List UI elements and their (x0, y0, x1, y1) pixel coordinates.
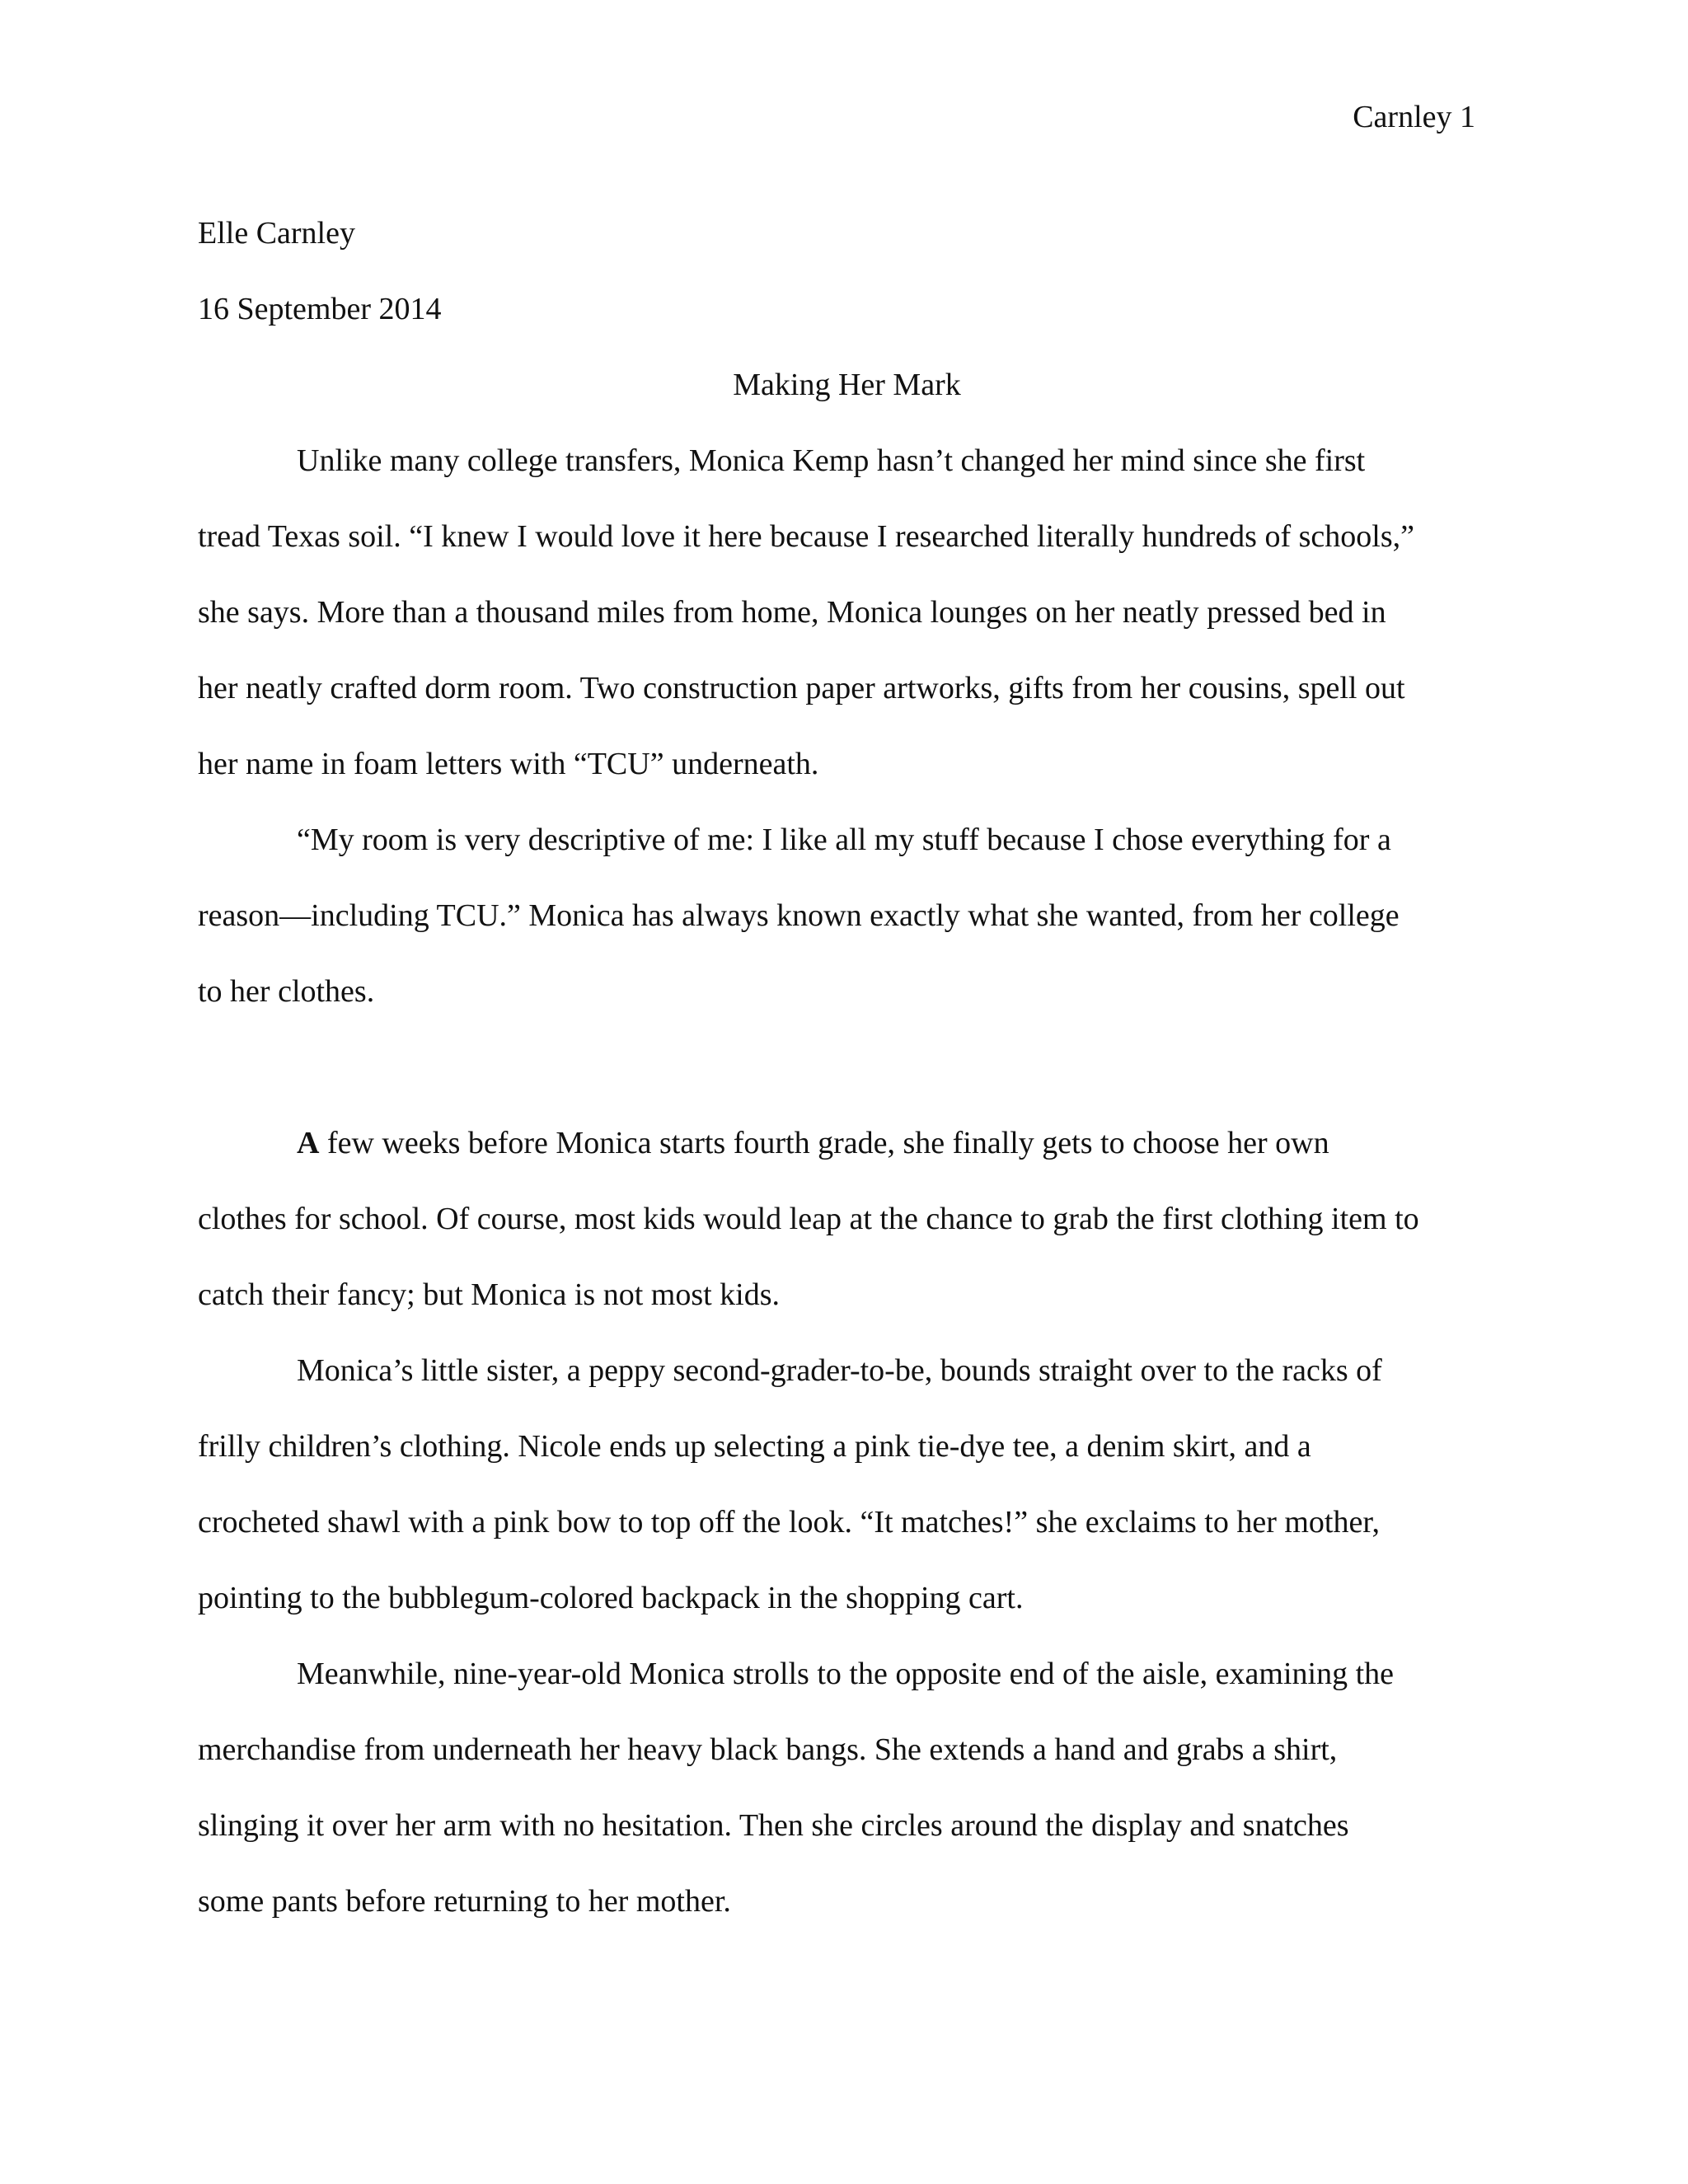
paragraph-1-line-2: tread Texas soil. “I knew I would love it here because I researched literally hundreds of schools,” (198, 519, 1414, 554)
paragraph-4-line-1: Monica’s little sister, a peppy second-grader-to-be, bounds straight over to the racks of (297, 1353, 1382, 1388)
paragraph-4-line-4: pointing to the bubblegum-colored backpack in the shopping cart. (198, 1581, 1024, 1615)
paragraph-5-line-2: merchandise from underneath her heavy black bangs. She extends a hand and grabs a shirt, (198, 1732, 1338, 1767)
paragraph-5-line-4: some pants before returning to her mother. (198, 1884, 731, 1919)
paragraph-3-line-1 (198, 1105, 1496, 1181)
paragraph-2-line-2: reason—including TCU.” Monica has always known exactly what she wanted, from her college (198, 898, 1400, 933)
paragraph-4-line-2: frilly children’s clothing. Nicole ends up selecting a pink tie-dye tee, a denim skirt, and a (198, 1429, 1311, 1464)
running-head: Carnley 1 (1353, 100, 1475, 134)
paragraph-1-line-1: Unlike many college transfers, Monica Kemp hasn’t changed her mind since she first (297, 443, 1366, 478)
paragraph-3-line-3: catch their fancy; but Monica is not most kids. (198, 1277, 781, 1312)
paragraph-3-line-1-text: few weeks before Monica starts fourth grade, she finally gets to choose her own (319, 1126, 1329, 1160)
bold-initial-letter: A (297, 1126, 320, 1160)
paragraph-4-line-3: crocheted shawl with a pink bow to top off the look. “It matches!” she exclaims to her mother, (198, 1505, 1380, 1540)
paragraph-1-line-4: her neatly crafted dorm room. Two construction paper artworks, gifts from her cousins, spell out (198, 671, 1405, 705)
paragraph-5-line-3: slinging it over her arm with no hesitation. Then she circles around the display and snatches (198, 1808, 1349, 1843)
document-date: 16 September 2014 (198, 292, 442, 326)
paragraph-1-line-3: she says. More than a thousand miles from home, Monica lounges on her neatly pressed bed in (198, 595, 1386, 630)
paragraph-2-line-1: “My room is very descriptive of me: I like all my stuff because I chose everything for a (297, 823, 1391, 857)
document-body (198, 195, 1496, 1939)
section-break (198, 1029, 1496, 1105)
paragraph-5-line-1: Meanwhile, nine-year-old Monica strolls to the opposite end of the aisle, examining the (297, 1657, 1395, 1691)
paragraph-1-line-5: her name in foam letters with “TCU” underneath. (198, 747, 819, 781)
author-name: Elle Carnley (198, 216, 355, 251)
paragraph-3-line-2: clothes for school. Of course, most kids would leap at the chance to grab the first clothing item to (198, 1202, 1419, 1236)
document-title: Making Her Mark (733, 368, 961, 402)
paragraph-2-line-3: to her clothes. (198, 974, 375, 1009)
